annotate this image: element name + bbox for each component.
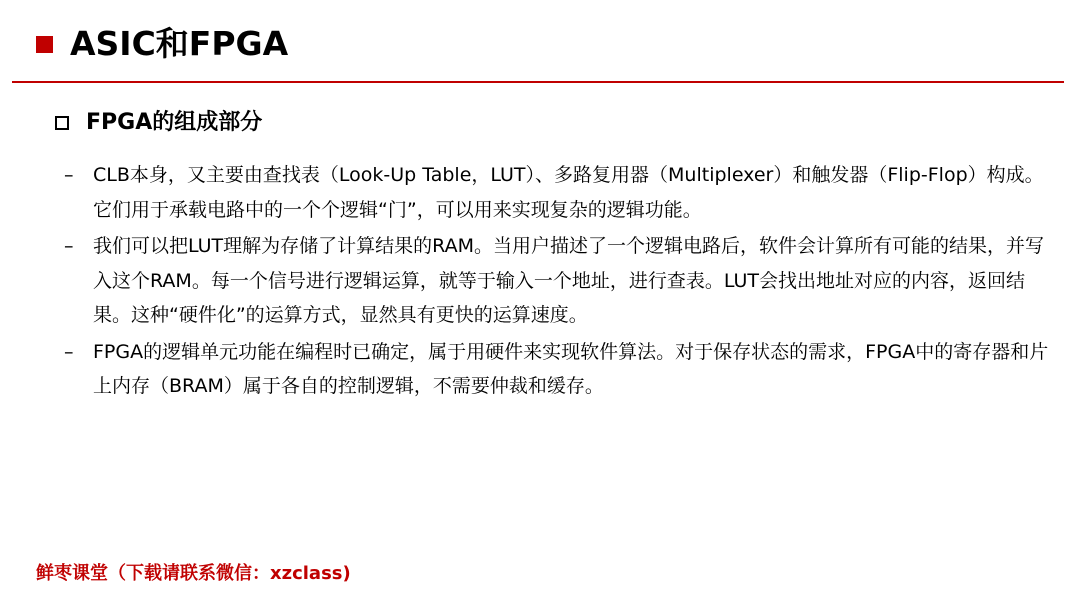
section-square-icon xyxy=(55,116,69,130)
title-marker-square xyxy=(36,36,53,53)
dash-icon: – xyxy=(64,235,74,257)
dash-icon: – xyxy=(64,340,74,363)
bullet-item xyxy=(64,335,1054,404)
bullet-text: 我们可以把LUT理解为存储了计算结果的RAM。当用户描述了一个逻辑电路后，软件会计算所有可能的结果，并写入这个RAM。每一个信号进行逻辑运算，就等于输入一个地址，进行查表。LUT会找出地址对应的内容，返回结果。这种“硬件化”的运算方式，显然具有更快的运算速度。 xyxy=(93,235,1044,326)
title-divider xyxy=(12,81,1064,83)
bullet-list xyxy=(64,158,1054,406)
page-title: ASIC和FPGA xyxy=(70,24,289,63)
bullet-item xyxy=(64,229,1054,333)
bullet-text: FPGA的逻辑单元功能在编程时已确定，属于用硬件来实现软件算法。对于保存状态的需求，FPGA中的寄存器和片上内存（BRAM）属于各自的控制逻辑，不需要仲裁和缓存。 xyxy=(93,340,1049,397)
section-heading: FPGA的组成部分 xyxy=(86,110,263,135)
dash-icon: – xyxy=(64,164,74,186)
footer-watermark: 鲜枣课堂（下载请联系微信：xzclass) xyxy=(36,563,351,584)
bullet-item xyxy=(64,158,1054,227)
bullet-text: CLB本身，又主要由查找表（Look-Up Table，LUT）、多路复用器（Multiplexer）和触发器（Flip-Flop）构成。它们用于承载电路中的一个个逻辑“门”，可以用来实现复杂的逻辑功能。 xyxy=(93,164,1044,221)
